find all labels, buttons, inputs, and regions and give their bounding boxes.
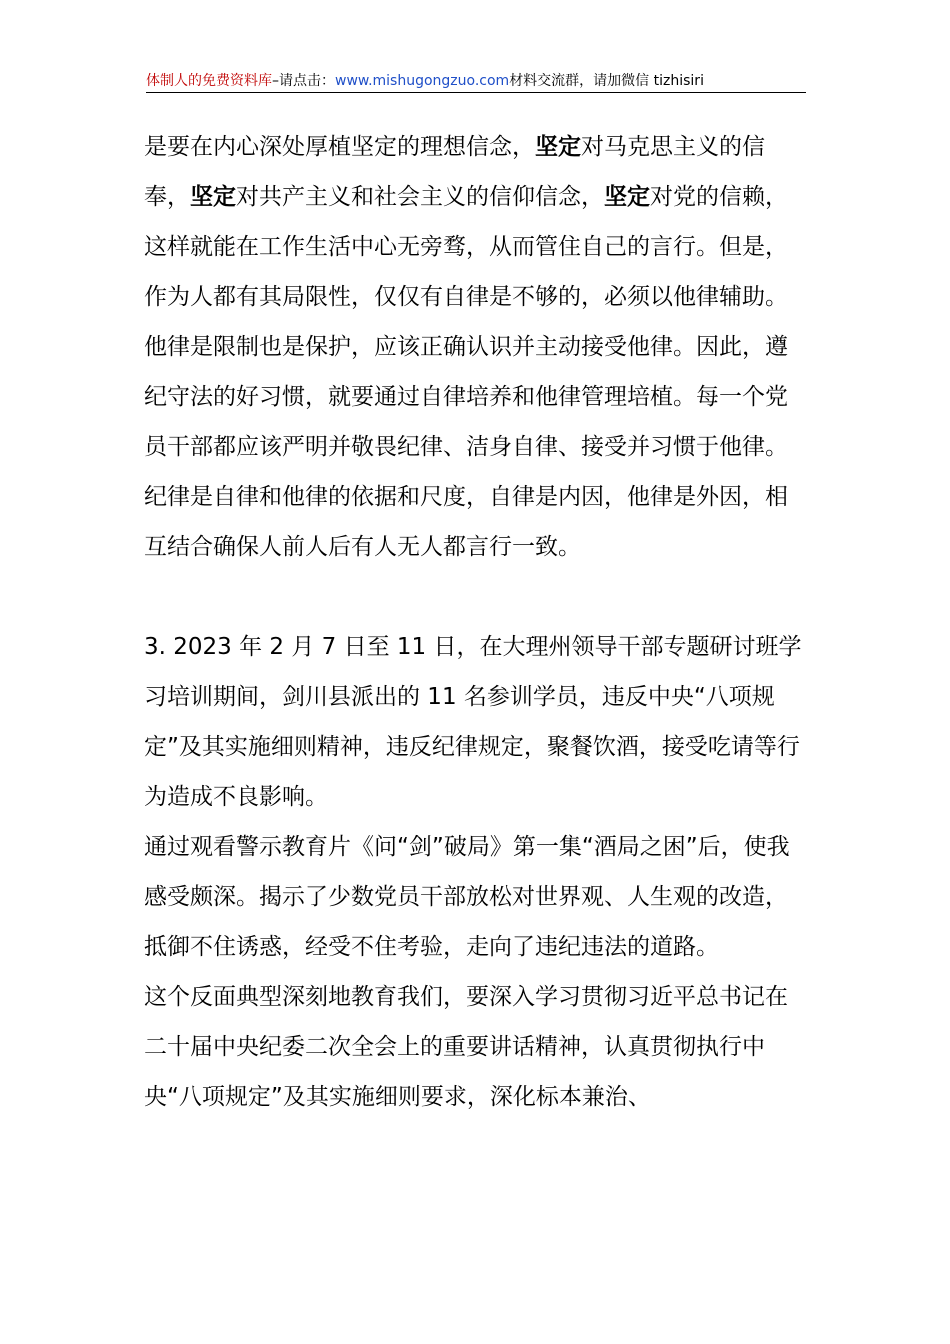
text-run: 对马克思主义的信奉， (144, 134, 765, 210)
text-run: 是要在内心深处厚植坚定的理想信念， (144, 134, 535, 160)
text-run: 对共产主义和社会主义的信仰信念， (236, 184, 604, 210)
header-contact-text: 材料交流群，请加微信 tizhisiri (509, 73, 704, 89)
paragraph-gap (144, 572, 810, 622)
header-website-link[interactable]: www.mishugongzuo.com (335, 73, 510, 89)
paragraph-lesson: 这个反面典型深刻地教育我们，要深入学习贯彻习近平总书记在二十届中央纪委二次全会上的重要讲话精神，认真贯彻执行中央“八项规定”及其实施细则要求，深化标本兼治、 (144, 984, 788, 1110)
page-header (146, 70, 806, 93)
bold-text: 坚定 (535, 134, 581, 160)
bold-text: 坚定 (604, 184, 650, 210)
header-prompt: –请点击： (272, 73, 335, 89)
header-brand: 体制人的免费资料库 (146, 73, 272, 89)
paragraph-case-3: 3. 2023 年 2 月 7 日至 11 日，在大理州领导干部专题研讨班学习培训期间，剑川县派出的 11 名参训学员，违反中央“八项规定”及其实施细则精神，违反纪律规定，聚餐饮酒，接受吃请等行为造成不良影响。 (144, 634, 802, 810)
document-body (144, 122, 810, 1122)
paragraph-warning-film: 通过观看警示教育片《问“剑”破局》第一集“酒局之困”后，使我感受颇深。揭示了少数党员干部放松对世界观、人生观的改造，抵御不住诱惑，经受不住考验，走向了违纪违法的道路。 (144, 834, 790, 960)
paragraph-self-discipline (144, 122, 810, 572)
bold-text: 坚定 (190, 184, 236, 210)
text-run: 对党的信赖，这样就能在工作生活中心无旁骛，从而管住自己的言行。但是，作为人都有其局限性，仅仅有自律是不够的，必须以他律辅助。他律是限制也是保护，应该正确认识并主动接受他律。因此，遵纪守法的好习惯，就要通过自律培养和他律管理培植。每一个党员干部都应该严明并敬畏纪律、洁身自律、接受并习惯于他律。纪律是自律和他律的依据和尺度，自律是内因，他律是外因，相互结合确保人前人后有人无人都言行一致。 (144, 184, 788, 560)
